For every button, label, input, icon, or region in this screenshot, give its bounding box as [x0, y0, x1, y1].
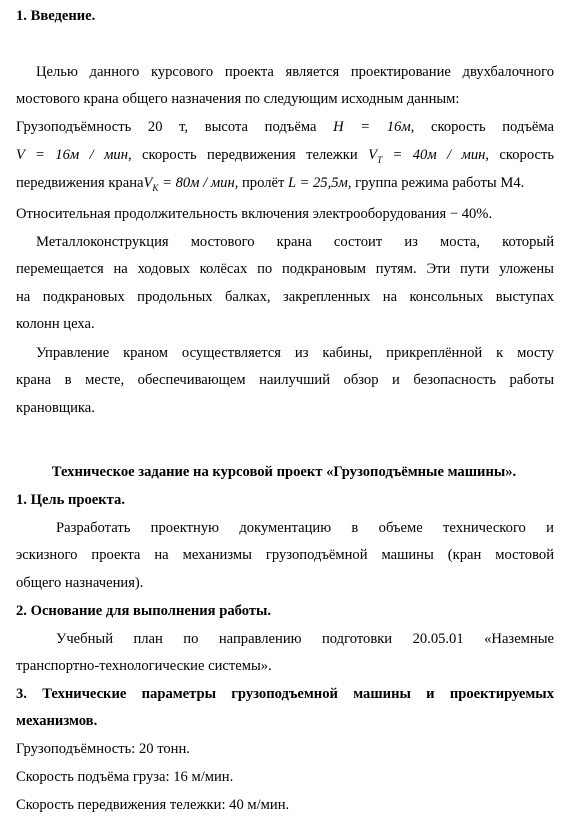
paragraph-line: Управление краном осуществляется из кабины, прикреплённой к мосту	[36, 345, 554, 361]
paragraph-line: Разработать проектную документацию в объеме технического и	[56, 520, 554, 536]
duty-line: Относительная продолжительность включения электрооборудования − 40%.	[16, 206, 493, 222]
paragraph-line: мостового крана общего назначения по следующим исходным данным:	[16, 91, 460, 107]
paragraph-line: на подкрановых продольных балках, закрепленных на консольных выступах	[16, 289, 554, 305]
paragraph-line: Металлоконструкция мостового крана состоит из моста, который	[36, 234, 554, 250]
paragraph-line: перемещается на ходовых колёсах по подкрановым путям. Эти пути уложены	[16, 261, 554, 277]
spec-title: Техническое задание на курсовой проект «Грузоподъёмные машины».	[51, 464, 517, 480]
paragraph-line: крановщика.	[16, 400, 95, 416]
spec-item: Скорость передвижения тележки: 40 м/мин.	[16, 797, 290, 813]
formula-lift-speed: V = 16м / мин	[16, 147, 128, 163]
intro-heading: 1. Введение.	[16, 8, 96, 24]
paragraph-line: колонн цеха.	[16, 316, 95, 332]
paragraph-line: Целью данного курсового проекта является проектирование двухбалочного	[36, 64, 554, 80]
paragraph-line: крана в месте, обеспечивающем наилучший обзор и безопасность работы	[16, 372, 554, 388]
section-3-heading-cont: механизмов.	[16, 713, 98, 729]
section-2-heading: 2. Основание для выполнения работы.	[16, 603, 272, 619]
section-1-heading: 1. Цель проекта.	[16, 492, 125, 508]
params-line-1: Грузоподъёмность 20 т, высота подъёма H = 16м, скорость подъёма	[16, 119, 554, 135]
formula-trolley-speed: $V_T = 40м$ / мин	[368, 147, 486, 165]
formula-height: H = 16м	[333, 119, 411, 135]
section-3-heading: 3. Технические параметры грузоподъемной машины и проектируемых	[16, 686, 554, 702]
params-line-2: V = 16м / мин, скорость передвижения тележки $V_T = 40м$ / мин, скорость	[16, 147, 555, 165]
paragraph-line: Учебный план по направлению подготовки 20.05.01 «Наземные	[56, 631, 554, 647]
paragraph-line: общего назначения).	[16, 575, 144, 591]
formula-span: L = 25,5м	[288, 175, 348, 191]
paragraph-line: транспортно-технологические системы».	[16, 658, 272, 674]
paragraph-line: эскизного проекта на механизмы грузоподъёмной машины (кран мостовой	[16, 547, 554, 563]
spec-item: Скорость подъёма груза: 16 м/мин.	[16, 769, 234, 785]
spec-item: Грузоподъёмность: 20 тонн.	[16, 741, 190, 757]
params-line-3: передвижения кранаV$_K$ = 80м / мин, пролёт L = 25,5м, группа режима работы М4.	[16, 175, 525, 193]
formula-crane-speed: $V_K = 80м$ / мин	[143, 175, 235, 193]
